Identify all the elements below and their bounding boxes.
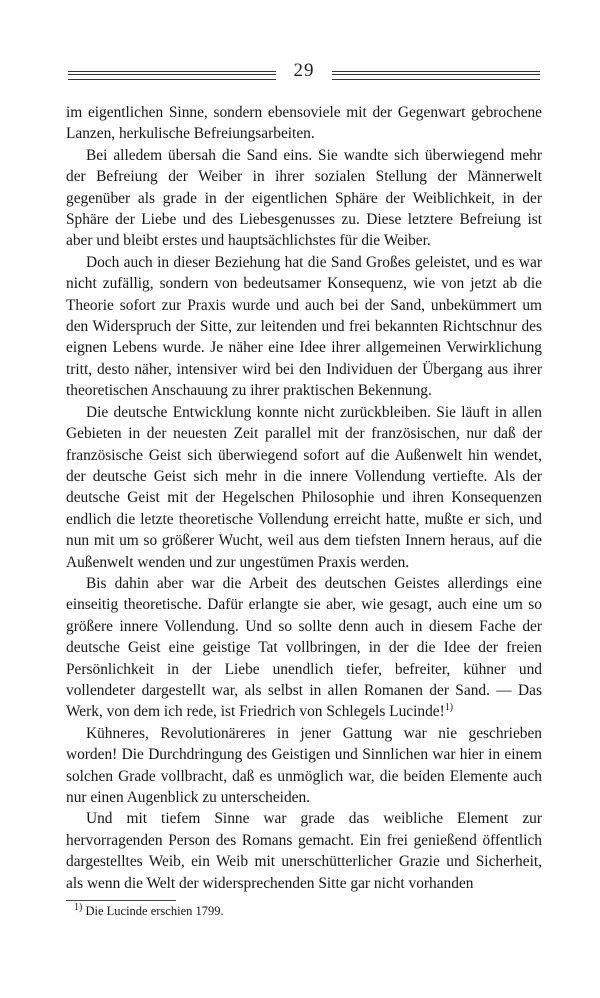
- paragraph-5-text: Bis dahin aber war die Arbeit des deutschen Geistes allerdings eine einseitig theoretische. Dafür erlangte sie aber, wie gesagt, auch eine um so größere innere Vollendung. Und so sollte denn auch in diesem Fache der deutsche Geist eine geistige Tat vollbringen, in der die Idee der freien Persönlichkeit in der Liebe unendlich tiefer, befreiter, kühner und vollendeter dargestellt war, als selbst in allen Romanen der Sand. — Das Werk, von dem ich rede, ist Friedrich von Schlegels Lucinde!: [66, 574, 542, 721]
- body-text: [66, 102, 542, 894]
- paragraph-6: Kühneres, Revolutionäreres in jener Gattung war nie geschrieben worden! Die Durchdringung des Geistigen und Sinnlichen war hier in einem solchen Grade vollbracht, daß es unmöglich war, die beiden Elemente auch nur einen Augenblick zu unterscheiden.: [66, 724, 542, 806]
- paragraph-2: Bei alledem übersah die Sand eins. Sie wandte sich überwiegend mehr der Befreiung der Weiber in ihrer sozialen Stellung der Männerwelt gegenüber als grade in der eigentlichen Sphäre der Weiblichkeit, in der Sphäre der Liebe und des Liebesgenusses zu. Diese letztere Befreiung ist aber und bleibt erstes und hauptsächlichstes für die Weiber.: [66, 146, 542, 250]
- footnote: [66, 903, 542, 920]
- footnote-rule: [66, 900, 176, 901]
- paragraph-5: [66, 573, 542, 723]
- header-rule-right: [332, 71, 540, 80]
- footnote-text: Die Lucinde erschien 1799.: [85, 904, 224, 919]
- paragraph-4: Die deutsche Entwicklung konnte nicht zurückbleiben. Sie läuft in allen Gebieten in der neuesten Zeit parallel mit der französischen, nur daß der französische Geist sich überwiegend sofort auf die Außenwelt hin wendet, der deutsche Geist sich mehr in die innere Vollendung vertiefte. Als der deutsche Geist mit der Hegelschen Philosophie und ihren Konsequenzen endlich die letzte theoretische Vollendung erreicht hatte, mußte er sich, und nun mit um so größerer Wucht, weil aus dem tiefsten Innern heraus, auf die Außenwelt wenden und zur ungestümen Praxis werden.: [66, 403, 542, 571]
- paragraph-3: Doch auch in dieser Beziehung hat die Sand Großes geleistet, und es war nicht zufällig, sondern von bedeutsamer Konsequenz, wie von jetzt ab die Theorie sofort zur Praxis wurde und auch bei der Sand, unbekümmert um den Widerspruch der Sitte, zur leitenden und frei bekannten Richtschnur des eignen Lebens wurde. Je näher eine Idee ihrer allgemeinen Verwirklichung tritt, desto näher, intensiver wird bei den Individuen der Übergang aus ihrer theoretischen Anschauung zu ihrer praktischen Bekennung.: [66, 253, 542, 400]
- page-number: 29: [293, 60, 315, 81]
- paragraph-1: im eigentlichen Sinne, sondern ebensoviele mit der Gegenwart gebrochene Lanzen, herkulische Befreiungsarbeiten.: [66, 104, 542, 143]
- paragraph-7: Und mit tiefem Sinne war grade das weibliche Element zur hervorragenden Person des Romans gemacht. Ein frei genießend öffentlich dargestelltes Weib, ein Weib mit unerschütterlicher Grazie und Sicherheit, als wenn die Welt der widersprechenden Sitte gar nicht vorhanden: [66, 810, 542, 892]
- footnote-marker: 1): [74, 901, 83, 913]
- book-page: [66, 60, 542, 920]
- running-head: [66, 60, 542, 88]
- footnote-reference: 1): [444, 702, 454, 714]
